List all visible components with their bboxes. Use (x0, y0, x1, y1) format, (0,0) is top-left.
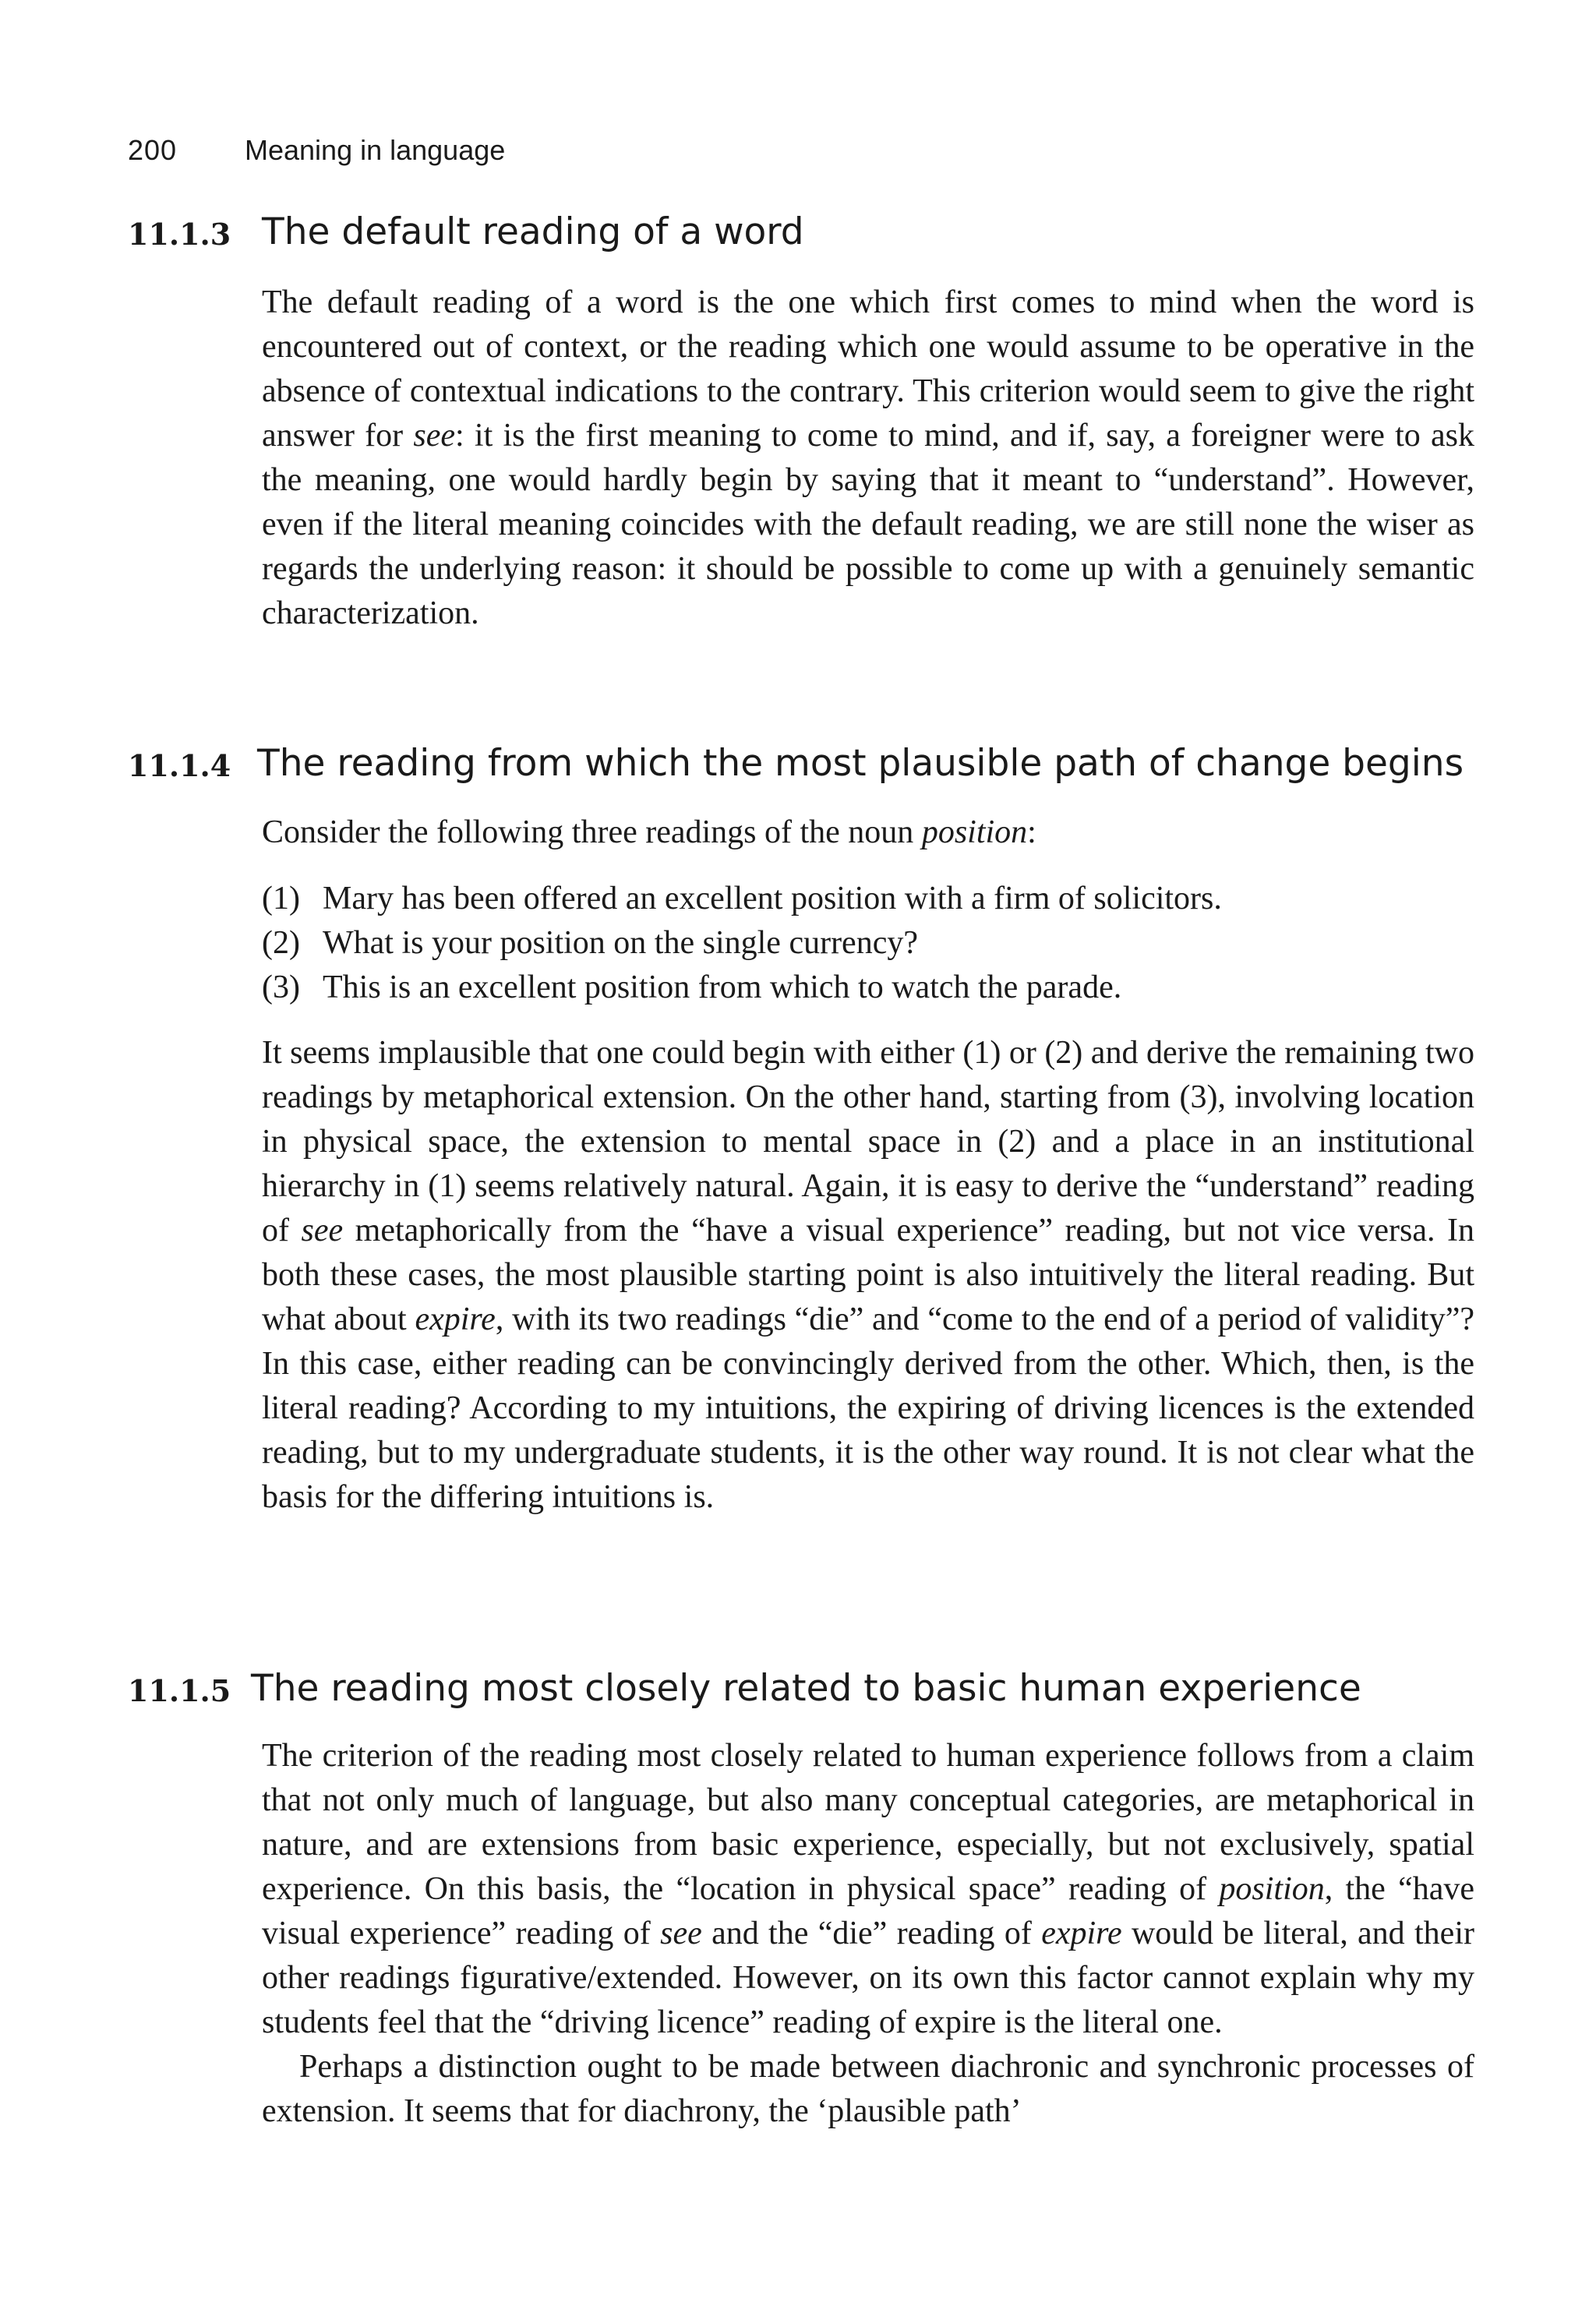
paragraph: It seems implausible that one could begin with either (1) or (2) and derive the remaining two readings by metaphorical extension. On the other hand, starting from (3), involving location in physical space, the extension to mental space in (2) and a place in an institutional hierarchy in (1) seems relatively natural. Again, it is easy to derive the “understand” reading of see metaphorically from the “have a visual experience” reading, but not vice versa. In both these cases, the most plausible starting point is also intuitively the literal reading. But what about expire, with its two readings “die” and “come to the end of a period of validity”? In this case, either reading can be convincingly derived from the other. Which, then, is the literal reading? According to my intuitions, the expiring of driving licences is the extended reading, but to my undergraduate students, it is the other way round. It is not clear what the basis for the differing intuitions is. (262, 1035, 1474, 1515)
example-text: Mary has been offered an excellent position with a firm of solicitors. (323, 881, 1222, 916)
section-number: 11.1.4 (128, 748, 231, 783)
example-list (262, 877, 1474, 1010)
section-body (262, 281, 1474, 636)
example-number: (1) (262, 881, 300, 916)
running-header (128, 134, 505, 167)
example-number: (3) (262, 969, 300, 1005)
paragraph: The criterion of the reading most closely related to human experience follows from a claim that not only much of language, but also many conceptual categories, are metaphorical in nature, and are extensions from basic experience, especially, but not exclusively, spatial experience. On this basis, the “location in physical space” reading of position, the “have visual experience” reading of see and the “die” reading of expire would be literal, and their other readings figurative/extended. However, on its own this factor cannot explain why my students feel that the “driving licence” reading of expire is the literal one. (262, 1738, 1474, 2040)
example-text: This is an excellent position from which to watch the parade. (323, 969, 1122, 1005)
example-item (262, 877, 1474, 921)
section-body (262, 1031, 1474, 1520)
example-number: (2) (262, 925, 300, 961)
section-title: The default reading of a word (262, 210, 804, 253)
paragraph: Perhaps a distinction ought to be made between diachronic and synchronic processes of extension. It seems that for diachrony, the ‘plausible path’ (262, 2049, 1474, 2129)
running-title: Meaning in language (245, 134, 506, 166)
section-body (262, 1734, 1474, 2134)
example-text: What is your position on the single currency? (323, 925, 918, 961)
section-title: The reading most closely related to basic human experience (251, 1667, 1361, 1710)
section-number: 11.1.5 (128, 1673, 231, 1708)
section-number: 11.1.3 (128, 217, 231, 252)
paragraph: Consider the following three readings of the noun position: (262, 814, 1036, 850)
section-title: The reading from which the most plausible path of change begins (257, 742, 1464, 785)
paragraph: The default reading of a word is the one which first comes to mind when the word is encountered out of context, or the reading which one would assume to be operative in the absence of contextual indications to the contrary. This criterion would seem to give the right answer for see: it is the first meaning to come to mind, and if, say, a foreigner were to ask the meaning, one would hardly begin by saying that it meant to “understand”. However, even if the literal meaning coincides with the default reading, we are still none the wiser as regards the underlying reason: it should be possible to come up with a genuinely semantic characterization. (262, 284, 1474, 631)
section-intro (262, 810, 1474, 855)
example-item (262, 921, 1474, 966)
example-item (262, 966, 1474, 1010)
page-number: 200 (128, 134, 178, 166)
